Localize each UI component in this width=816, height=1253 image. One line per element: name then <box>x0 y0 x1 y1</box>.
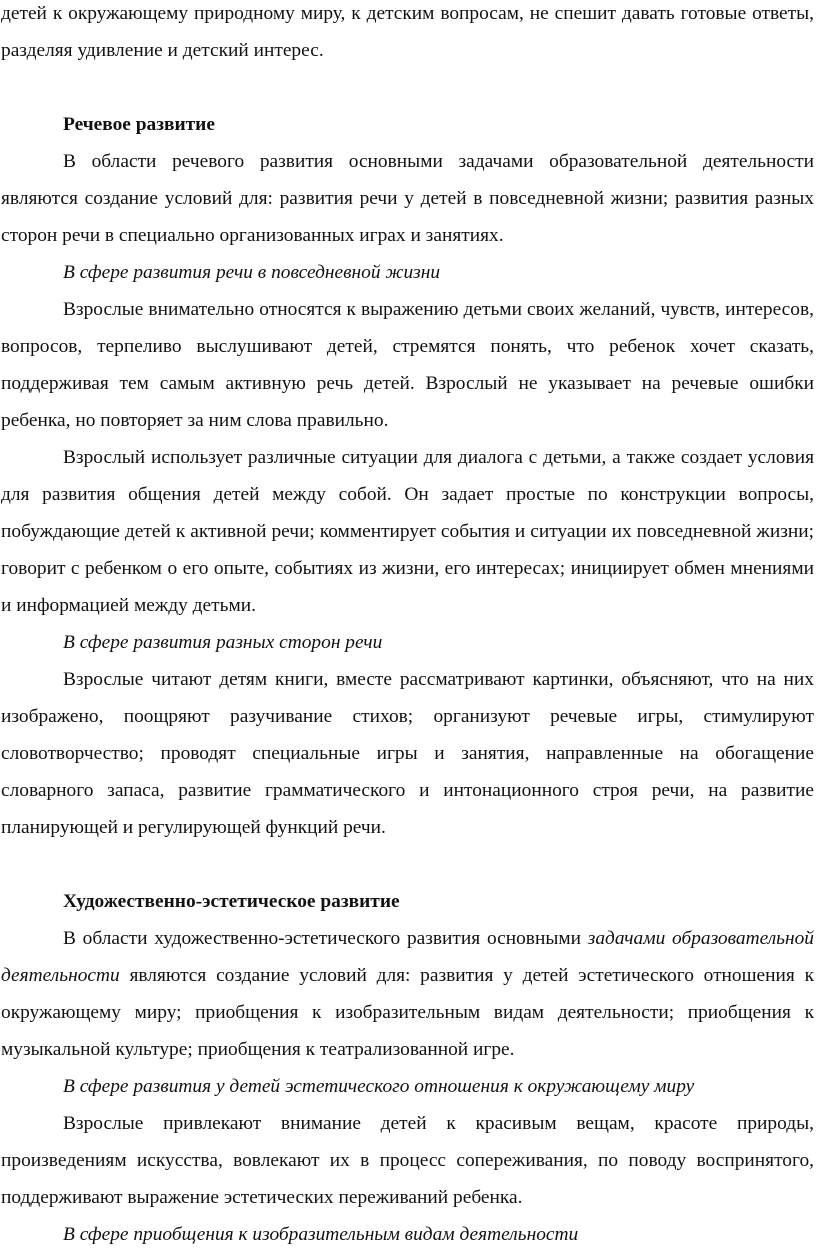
art-intro-paragraph <box>1 920 814 1068</box>
section-heading-art: Художественно-эстетическое развитие <box>63 891 400 912</box>
spacer <box>1 846 814 883</box>
art-subheading-visual: В сфере приобщения к изобразительным видам деятельности <box>63 1224 579 1245</box>
section-heading-speech: Речевое развитие <box>63 114 215 135</box>
art-intro-emphasis: задачами образовательной деятельности <box>1 928 814 986</box>
art-intro-part-a: В области художественно-эстетического развития основными <box>63 928 588 949</box>
spacer <box>1 69 814 106</box>
art-paragraph-1: Взрослые привлекают внимание детей к красивым вещам, красоте природы, произведениям искусства, вовлекают их в процесс сопереживания, по поводу воспринятого, поддерживают выражение эстетических переживаний ребенка. <box>1 1113 814 1208</box>
continued-paragraph: детей к окружающему природному миру, к детским вопросам, не спешит давать готовые ответы, разделяя удивление и детский интерес. <box>1 3 814 61</box>
speech-subheading-everyday: В сфере развития речи в повседневной жизни <box>63 262 441 283</box>
speech-intro-paragraph: В области речевого развития основными задачами образовательной деятельности являются создание условий для: развития речи у детей в повседневной жизни; развития разных сторон речи в специально организованных играх и занятиях. <box>1 151 814 246</box>
speech-subheading-sides: В сфере развития разных сторон речи <box>63 632 383 653</box>
speech-paragraph-1: Взрослые внимательно относятся к выражению детьми своих желаний, чувств, интересов, вопросов, терпеливо выслушивают детей, стремятся понять, что ребенок хочет сказать, поддерживая тем самым активную речь детей. Взрослый не указывает на речевые ошибки ребенка, но повторяет за ним слова правильно. <box>1 299 814 431</box>
speech-paragraph-3: Взрослые читают детям книги, вместе рассматривают картинки, объясняют, что на них изображено, поощряют разучивание стихов; организуют речевые игры, стимулируют словотворчество; проводят специальные игры и занятия, направленные на обогащение словарного запаса, развитие грамматического и интонационного строя речи, на развитие планирующей и регулирующей функций речи. <box>1 669 814 838</box>
speech-paragraph-2: Взрослый использует различные ситуации для диалога с детьми, а также создает условия для развития общения детей между собой. Он задает простые по конструкции вопросы, побуждающие детей к активной речи; комментирует события и ситуации их повседневной жизни; говорит с ребенком о его опыте, событиях из жизни, его интересах; инициирует обмен мнениями и информацией между детьми. <box>1 447 814 616</box>
art-subheading-aesthetic: В сфере развития у детей эстетического отношения к окружающему миру <box>63 1076 695 1097</box>
art-intro-part-b: являются создание условий для: развития у детей эстетического отношения к окружающему миру; приобщения к изобразительным видам деятельности; приобщения к музыкальной культуре; приобщения к театрализованной игре. <box>1 965 814 1060</box>
